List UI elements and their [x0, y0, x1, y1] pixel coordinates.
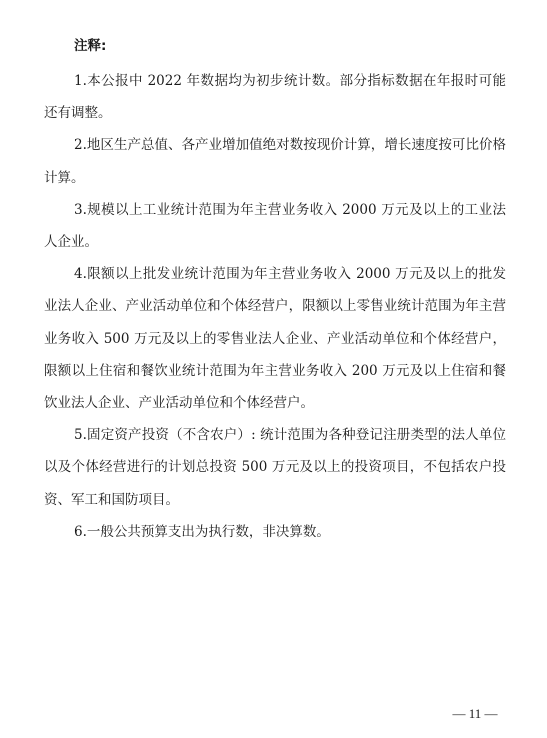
note-item-6: 6.一般公共预算支出为执行数，非决算数。 [74, 523, 330, 540]
note-item-3: 3.规模以上工业统计范围为年主营业务收入 2000 万元及以上的工业法人企业。 [44, 201, 506, 251]
page-number: — 11 — [452, 706, 498, 721]
note-item-1: 1.本公报中 2022 年数据均为初步统计数。部分指标数据在年报时可能还有调整。 [44, 73, 506, 122]
notes-heading: 注释: [74, 38, 107, 54]
note-item-5: 5.固定资产投资（不含农户）: 统计范围为各种登记注册类型的法人单位以及个体经营进行的计划总投资 500 万元及以上的投资项目，不包括农户投资、军工和国防项目。 [44, 427, 506, 508]
note-item-4: 4.限额以上批发业统计范围为年主营业务收入 2000 万元及以上的批发业法人企业、产业活动单位和个体经营户，限额以上零售业统计范围为年主营业务收入 500 万元及以上的零售业法人企业、产业活动单位和个体经营户，限额以上住宿和餐饮业统计范围为年主营业务收入 200 万元及以上住宿和餐饮业法人企业、产业活动单位和个体经营户。 [44, 266, 506, 412]
note-item-2: 2.地区生产总值、各产业增加值绝对数按现价计算，增长速度按可比价格计算。 [44, 137, 506, 186]
notes-list [44, 65, 506, 548]
